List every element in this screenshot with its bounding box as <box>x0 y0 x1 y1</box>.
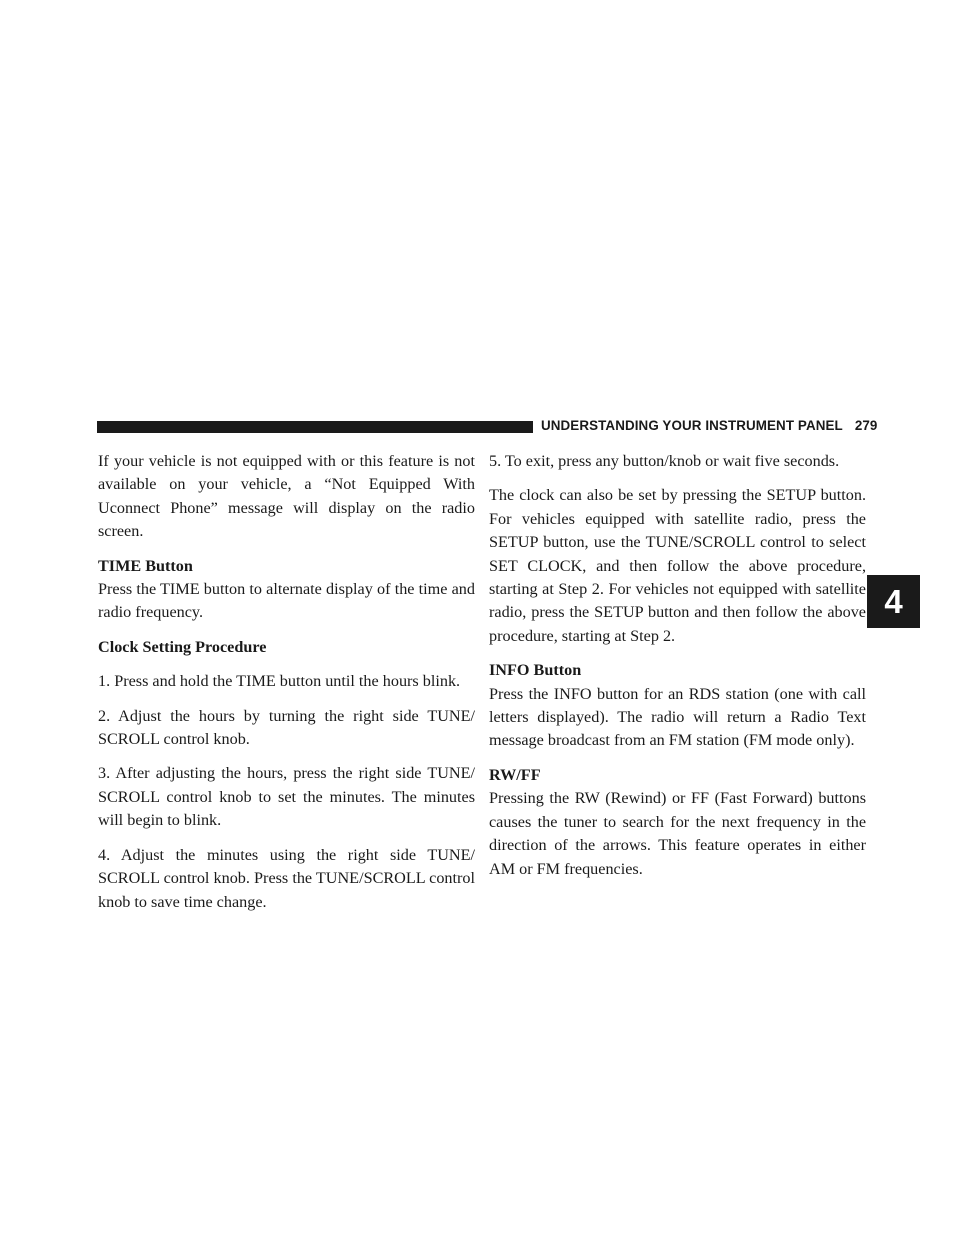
step-5: 5. To exit, press any button/knob or wait five seconds. <box>489 452 840 470</box>
rw-ff-heading: RW/FF <box>489 765 541 784</box>
time-button-heading: TIME Button <box>98 556 193 575</box>
info-button-heading: INFO Button <box>489 661 582 680</box>
step-1: 1. Press and hold the TIME button until the hours blink. <box>98 672 461 691</box>
running-header <box>541 416 877 436</box>
step-3: 3. After adjusting the hours, press the right side TUNE/ SCROLL control knob to set the minutes. The minutes will begin to blink. <box>98 764 475 830</box>
step-4: 4. Adjust the minutes using the right side TUNE/ SCROLL control knob. Press the TUNE/SCROLL control knob to save time change. <box>98 845 475 911</box>
step-2: 2. Adjust the hours by turning the right side TUNE/ SCROLL control knob. <box>98 706 475 749</box>
rw-ff-text: Pressing the RW (Rewind) or FF (Fast Forward) buttons causes the tuner to search for the next frequency in the direction of the arrows. This feature operates in either AM or FM frequencies. <box>489 789 866 878</box>
left-column <box>98 450 475 925</box>
right-column <box>489 450 866 892</box>
chapter-tab: 4 <box>867 575 920 628</box>
setup-paragraph: The clock can also be set by pressing the SETUP button. For vehicles equipped with satellite radio, press the SETUP button, use the TUNE/SCROLL control to select SET CLOCK, and then follow the above procedure, starting at Step 2. For vehicles not equipped with satellite radio, press the SETUP button and then follow the above procedure, starting at Step 2. <box>489 486 866 645</box>
clock-setting-heading: Clock Setting Procedure <box>98 637 267 656</box>
info-button-text: Press the INFO button for an RDS station (one with call letters displayed). The radio will return a Radio Text message broadcast from an FM station (FM mode only). <box>489 684 866 750</box>
header-title: UNDERSTANDING YOUR INSTRUMENT PANEL <box>541 418 843 433</box>
page-number: 279 <box>854 418 878 433</box>
header-rule <box>97 421 533 433</box>
time-button-text: Press the TIME button to alternate display of the time and radio frequency. <box>98 580 475 622</box>
intro-paragraph: If your vehicle is not equipped with or this feature is not available on your vehicle, a “Not Equipped With Uconnect Phone” message will display on the radio screen. <box>98 452 475 541</box>
